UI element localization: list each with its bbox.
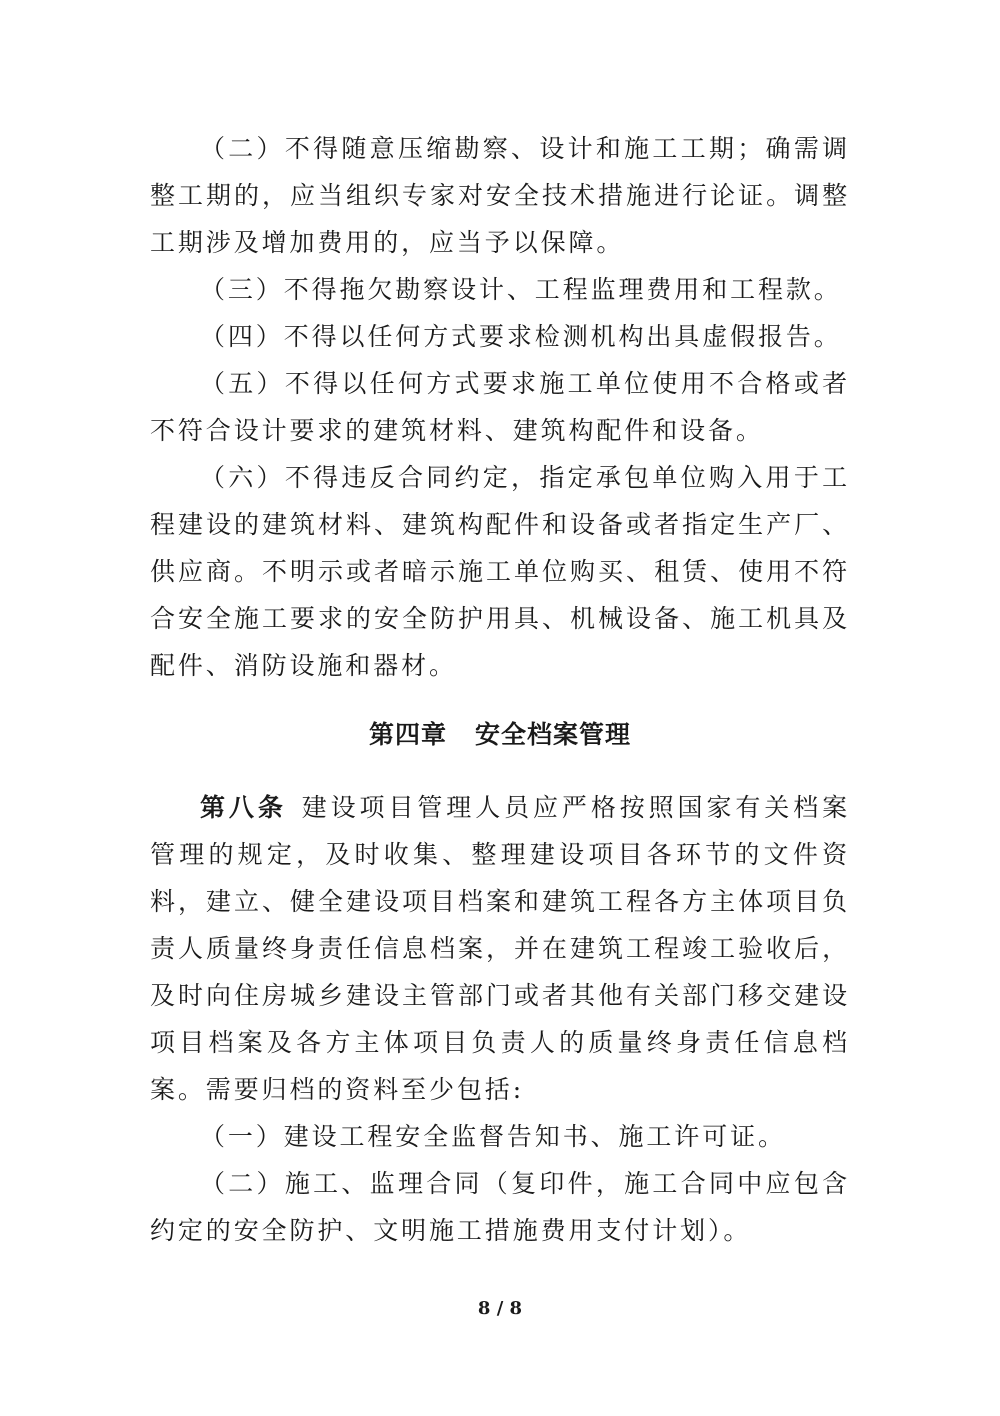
article-label: 第八条 <box>200 793 287 822</box>
article-paragraph <box>150 784 850 1113</box>
page-number: 8 / 8 <box>477 1298 523 1319</box>
list-item-1: （一）建设工程安全监督告知书、施工许可证。 <box>200 1122 786 1151</box>
list-item-2: （二）施工、监理合同（复印件，施工合同中应包含约定的安全防护、文明施工措施费用支付计划）。 <box>150 1169 850 1245</box>
paragraph-item-6: （六）不得违反合同约定，指定承包单位购入用于工程建设的建筑材料、建筑构配件和设备或者指定生产厂、供应商。不明示或者暗示施工单位购买、租赁、使用不符合安全施工要求的安全防护用具、机械设备、施工机具及配件、消防设施和器材。 <box>150 463 850 680</box>
chapter-number: 第四章 <box>368 720 447 749</box>
paragraph-item-4: （四）不得以任何方式要求检测机构出具虚假报告。 <box>200 322 842 351</box>
paragraph-item-3: （三）不得拖欠勘察设计、工程监理费用和工程款。 <box>200 275 842 304</box>
paragraph-item-5: （五）不得以任何方式要求施工单位使用不合格或者不符合设计要求的建筑材料、建筑构配件和设备。 <box>150 369 850 445</box>
chapter-heading <box>150 711 850 758</box>
paragraph-item-2: （二）不得随意压缩勘察、设计和施工工期；确需调整工期的，应当组织专家对安全技术措施进行论证。调整工期涉及增加费用的，应当予以保障。 <box>150 134 850 257</box>
article-text: 建设项目管理人员应严格按照国家有关档案管理的规定，及时收集、整理建设项目各环节的文件资料，建立、健全建设项目档案和建筑工程各方主体项目负责人质量终身责任信息档案，并在建筑工程竣工验收后，及时向住房城乡建设主管部门或者其他有关部门移交建设项目档案及各方主体项目负责人的质量终身责任信息档案。需要归档的资料至少包括: <box>150 793 850 1104</box>
document-page <box>150 125 850 1254</box>
chapter-title: 安全档案管理 <box>475 720 632 749</box>
